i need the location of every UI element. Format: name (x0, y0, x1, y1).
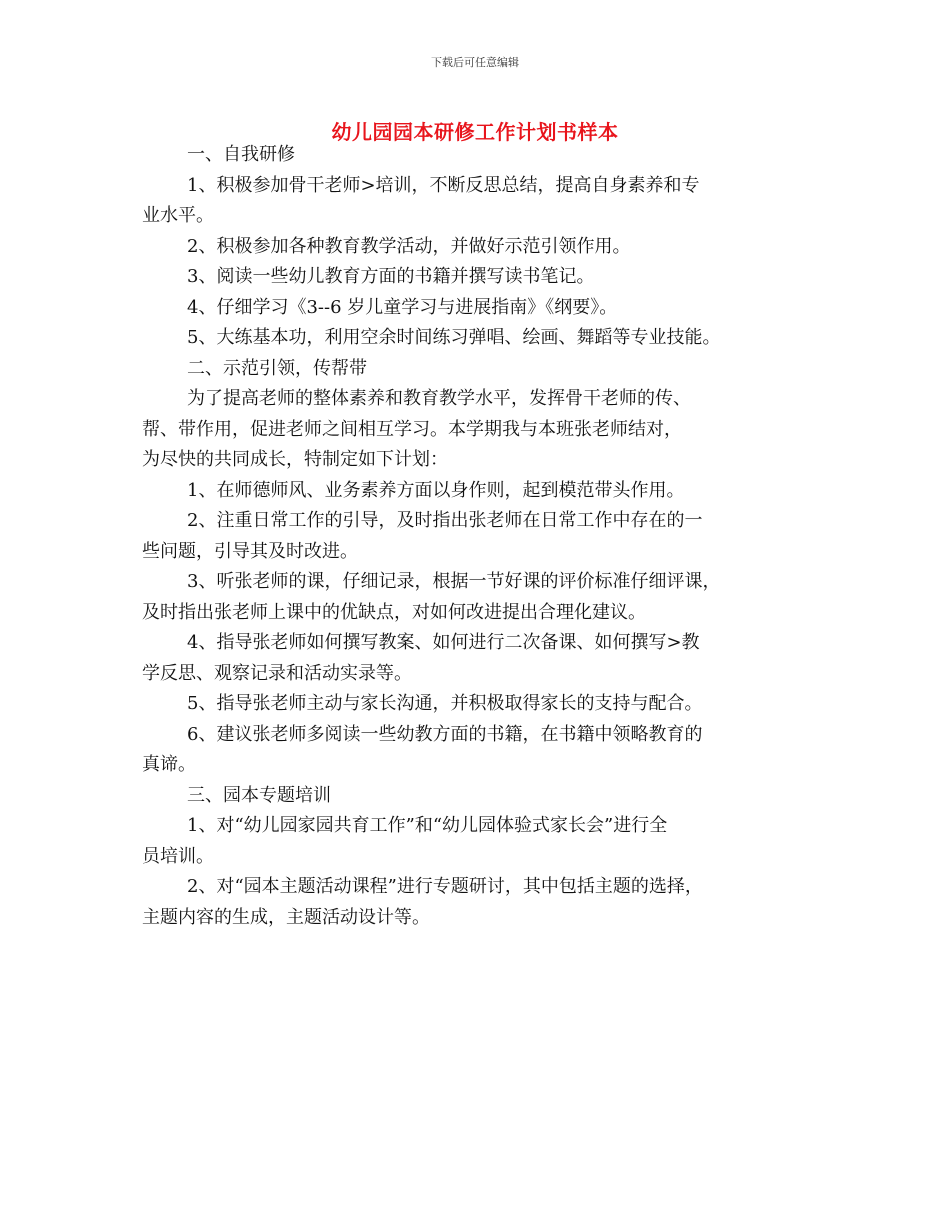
body-line: 1、对“幼儿园家园共育工作”和“幼儿园体验式家长会”进行全 (187, 815, 668, 836)
body-line: 3、听张老师的课，仔细记录，根据一节好课的评价标准仔细评课， (187, 571, 721, 592)
body-line: 些问题，引导其及时改进。 (142, 540, 358, 562)
body-line: 4、仔细学习《3--6 岁儿童学习与进展指南》《纲要》。 (187, 296, 618, 318)
body-line: 及时指出张老师上课中的优缺点，对如何改进提出合理化建议。 (142, 601, 646, 623)
body-line: 二、示范引领，传帮带 (187, 357, 367, 379)
body-line: 业水平。 (142, 205, 214, 226)
body-line: 学反思、观察记录和活动实录等。 (142, 662, 412, 684)
body-line: 三、园本专题培训 (187, 784, 331, 806)
body-line: 真谛。 (142, 754, 196, 775)
header-note: 下载后可任意编辑 (431, 56, 519, 69)
body-line: 2、积极参加各种教育教学活动，并做好示范引领作用。 (187, 235, 631, 257)
body-line: 2、注重日常工作的引导，及时指出张老师在日常工作中存在的一 (187, 510, 703, 531)
body-line: 1、在师德师风、业务素养方面以身作则，起到模范带头作用。 (187, 479, 685, 501)
body-line: 主题内容的生成，主题活动设计等。 (142, 906, 430, 928)
document-body (142, 140, 832, 933)
body-line: 3、阅读一些幼儿教育方面的书籍并撰写读书笔记。 (187, 266, 595, 287)
body-line: 一、自我研修 (187, 144, 295, 165)
body-line: 员培训。 (142, 845, 214, 867)
body-line: 5、大练基本功，利用空余时间练习弹唱、绘画、舞蹈等专业技能。 (187, 327, 721, 348)
body-line: 6、建议张老师多阅读一些幼教方面的书籍，在书籍中领略教育的 (187, 723, 703, 745)
body-line: 1、积极参加骨干老师>培训，不断反思总结，提高自身素养和专 (187, 174, 700, 196)
document-title: 幼儿园园本研修工作计划书样本 (331, 120, 619, 144)
body-line: 2、对“园本主题活动课程”进行专题研讨，其中包括主题的选择， (187, 876, 703, 897)
body-line: 帮、带作用，促进老师之间相互学习。本学期我与本班张老师结对， (142, 418, 682, 440)
body-line: 为了提高老师的整体素养和教育教学水平，发挥骨干老师的传、 (187, 388, 691, 409)
body-line: 4、指导张老师如何撰写教案、如何进行二次备课、如何撰写>教 (187, 632, 700, 653)
body-line: 5、指导张老师主动与家长沟通，并积极取得家长的支持与配合。 (187, 693, 703, 714)
body-line: 为尽快的共同成长，特制定如下计划： (142, 449, 448, 470)
